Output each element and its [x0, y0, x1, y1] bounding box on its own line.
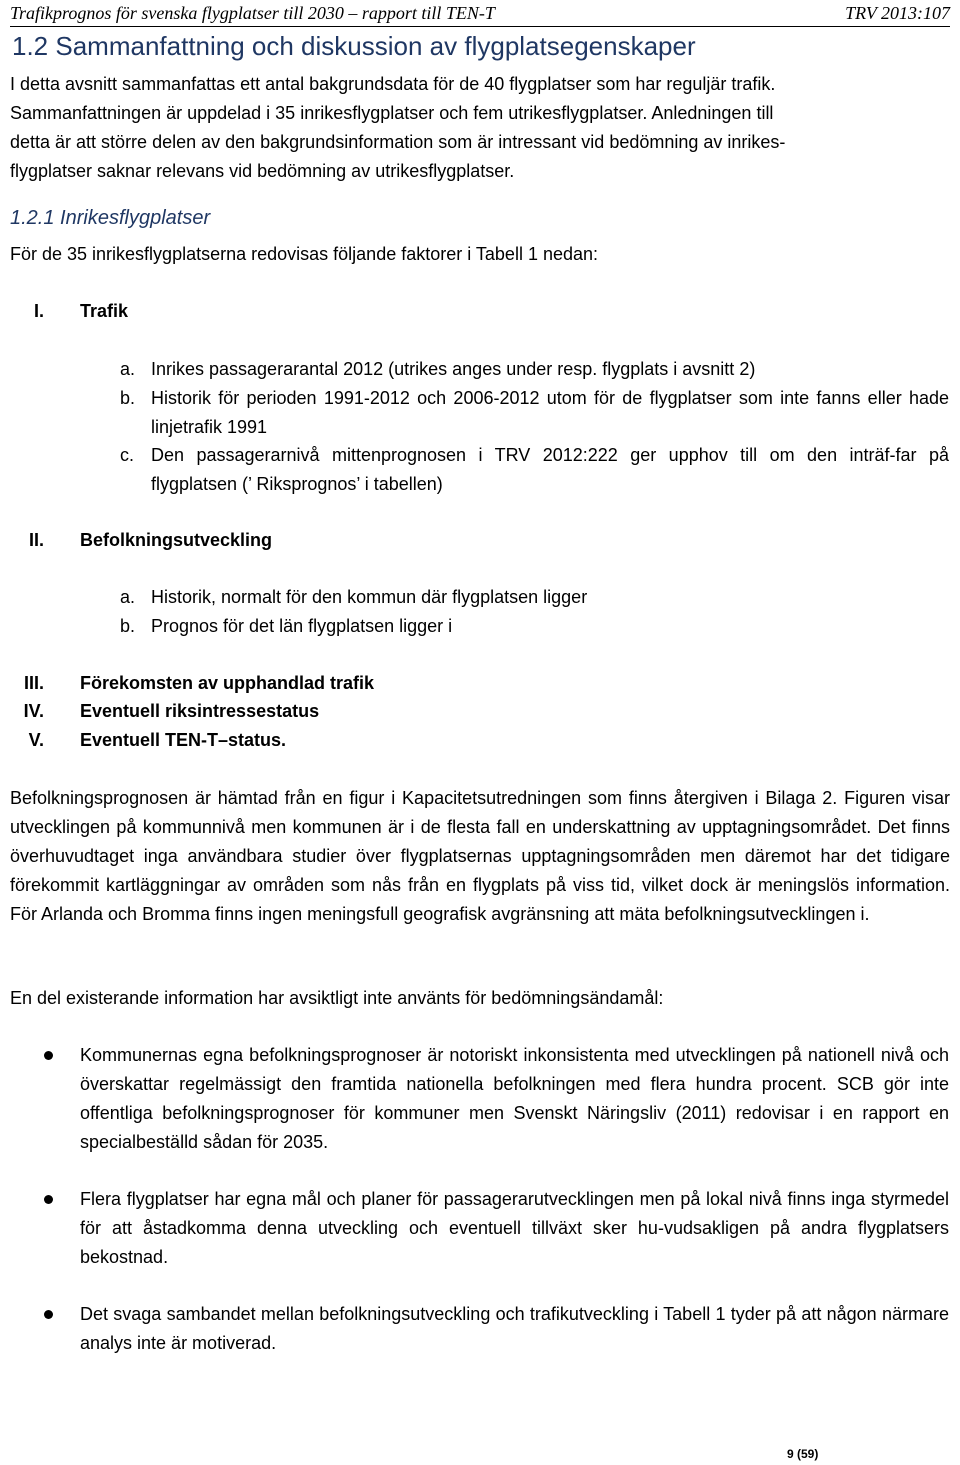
bullet-text: Det svaga sambandet mellan befolkningsutveckling och trafikutveckling i Tabell 1 tyder på att någon närmare analys inte är motiverad. [80, 1304, 949, 1353]
bullet-text: Kommunernas egna befolkningsprognoser är notoriskt inkonsistenta med utvecklingen på nationell nivå och överskattar regelmässigt den framtida nationella befolkningen med flera hundra procent. SCB gör inte offentliga befolkningsprognoser för kommuner men Svenskt Näringsliv (2011) redovisar i en rapport en specialbeställd sådan för 2035. [80, 1045, 949, 1152]
factor-item-text: Historik, normalt för den kommun där flygplatsen ligger [151, 587, 588, 607]
factor-item-letter: b. [120, 388, 136, 408]
body-paragraph: Befolkningsprognosen är hämtad från en figur i Kapacitetsutredningen som finns återgiven i Bilaga 2. Figuren visar utvecklingen på kommunnivå men kommunen är i de flesta fall en underskattning av upptagningsområdet. Det finns överhuvudtaget inga användbara studier över flygplatsernas upptagningsområden men däremot har det tidigare förekommit kartläggningar av områden som nås från en flygplats på viss tid, vilket dock är meningslös information. För Arlanda och Bromma finns ingen meningsfull geografisk avgränsning att mäta befolkningsutvecklingen i. [10, 788, 950, 924]
subsection-heading: 1.2.1 Inrikesflygplatser [10, 207, 211, 229]
factor-item-letter: c. [120, 445, 135, 465]
factor-item-letter: b. [120, 616, 136, 636]
running-header [10, 0, 950, 27]
bullet-icon [44, 1051, 53, 1060]
running-header-title: Trafikprognos för svenska flygplatser till 2030 – rapport till TEN-T [10, 3, 495, 23]
factor-item-letter: a. [120, 587, 136, 607]
factor-label: Förekomsten av upphandlad trafik [80, 673, 375, 693]
bullet-icon [44, 1195, 53, 1204]
factor-numeral: V. [28, 730, 44, 750]
bullet-text: Flera flygplatser har egna mål och planer för passagerarutvecklingen men på lokal nivå finns inga styrmedel för att åstadkomma denna utveckling och eventuell tillväxt sker hu-vudsakligen på andra flygplatsers bekostnad. [80, 1189, 949, 1267]
body-paragraph: En del existerande information har avsiktligt inte använts för bedömningsändamål: [10, 988, 664, 1008]
factor-label: Befolkningsutveckling [80, 530, 273, 550]
section-heading: 1.2 Sammanfattning och diskussion av flygplatsegenskaper [12, 31, 696, 61]
factor-numeral: II. [28, 530, 44, 550]
intro-line: detta är att större delen av den bakgrundsinformation som är intressant vid bedömning av inrikes- [10, 132, 786, 152]
factor-numeral: I. [33, 301, 44, 321]
page-number: 9 (59) [787, 1447, 819, 1461]
factor-numeral: III. [23, 673, 44, 693]
bullet-icon [44, 1310, 53, 1319]
factor-label: Eventuell riksintressestatus [80, 701, 320, 721]
running-header-report-id: TRV 2013:107 [845, 3, 950, 23]
factor-item-text: Inrikes passagerarantal 2012 (utrikes anges under resp. flygplats i avsnitt 2) [151, 359, 756, 379]
factor-item-text: Prognos för det län flygplatsen ligger i [151, 616, 453, 636]
factor-item-text: Den passagerarnivå mittenprognosen i TRV 2012:222 ger upphov till om den inträf-far på flygplatsen (’ Riksprognos’ i tabellen) [151, 445, 949, 494]
subsection-lead: För de 35 inrikesflygplatserna redovisas följande faktorer i Tabell 1 nedan: [10, 244, 599, 264]
intro-line: I detta avsnitt sammanfattas ett antal bakgrundsdata för de 40 flygplatser som har reguljär trafik. [10, 74, 776, 94]
intro-line: flygplatser saknar relevans vid bedömning av utrikesflygplatser. [10, 161, 515, 181]
intro-line: Sammanfattningen är uppdelad i 35 inrikesflygplatser och fem utrikesflygplatser. Anledningen till [10, 103, 774, 123]
factor-label: Eventuell TEN-T–status. [80, 730, 287, 750]
factor-numeral: IV. [23, 701, 44, 721]
factor-label: Trafik [80, 301, 129, 321]
factor-item-letter: a. [120, 359, 136, 379]
factor-item-text: Historik för perioden 1991-2012 och 2006-2012 utom för de flygplatser som inte fanns eller hade linjetrafik 1991 [151, 388, 949, 437]
